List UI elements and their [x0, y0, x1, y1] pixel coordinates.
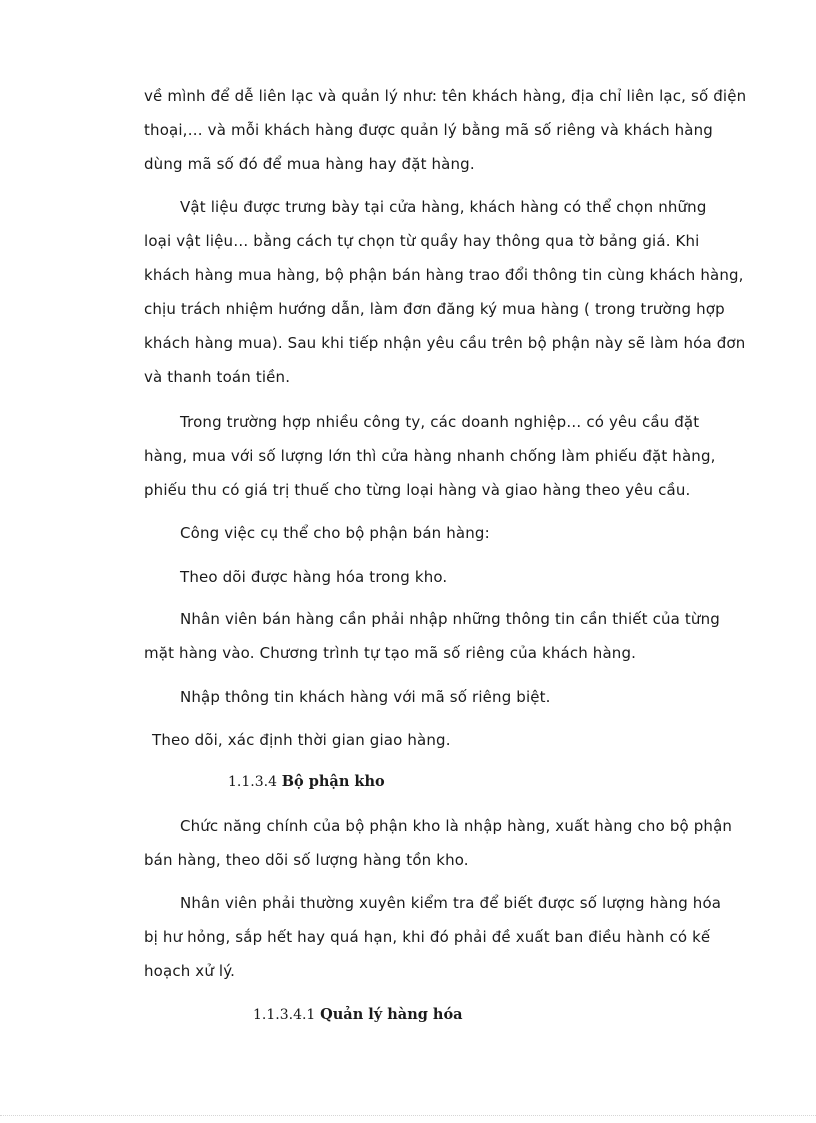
subsection-title: Quản lý hàng hóa [320, 1006, 463, 1023]
text-line: Nhập thông tin khách hàng với mã số riêng biệt. [180, 688, 551, 706]
text-line: chịu trách nhiệm hướng dẫn, làm đơn đăng ký mua hàng ( trong trường hợp [144, 300, 725, 318]
section-heading-warehouse [228, 771, 385, 792]
text-line: hoạch xử lý. [144, 962, 236, 980]
text-line: khách hàng mua hàng, bộ phận bán hàng trao đổi thông tin cùng khách hàng, [144, 266, 744, 284]
subsection-number: 1.1.3.4.1 [253, 1007, 316, 1023]
paragraph-sales-tasks [144, 516, 704, 550]
text-line: thoại,… và mỗi khách hàng được quản lý bằng mã số riêng và khách hàng [144, 121, 713, 139]
paragraph-track-stock [144, 560, 704, 594]
subsection-heading-goods-management [253, 1004, 463, 1025]
text-line: về mình để dễ liên lạc và quản lý như: tên khách hàng, địa chỉ liên lạc, số điện [144, 87, 747, 105]
text-line: bị hư hỏng, sắp hết hay quá hạn, khi đó phải đề xuất ban điều hành có kế [144, 928, 711, 946]
text-line: Vật liệu được trưng bày tại cửa hàng, khách hàng có thể chọn những [180, 198, 707, 216]
text-line: loại vật liệu… bằng cách tự chọn từ quầy hay thông qua tờ bảng giá. Khi [144, 232, 700, 250]
text-line: phiếu thu có giá trị thuế cho từng loại hàng và giao hàng theo yêu cầu. [144, 481, 691, 499]
text-line: mặt hàng vào. Chương trình tự tạo mã số riêng của khách hàng. [144, 644, 637, 662]
paragraph-warehouse-function [144, 809, 733, 877]
text-line: dùng mã số đó để mua hàng hay đặt hàng. [144, 155, 475, 173]
text-line: và thanh toán tiền. [144, 368, 291, 386]
paragraph-materials-display [144, 190, 746, 394]
text-line: khách hàng mua). Sau khi tiếp nhận yêu cầu trên bộ phận này sẽ làm hóa đơn [144, 334, 746, 352]
paragraph-bulk-orders [144, 405, 716, 507]
text-line: bán hàng, theo dõi số lượng hàng tồn kho. [144, 851, 469, 869]
page-bottom-border [0, 1115, 816, 1116]
text-line: Theo dõi được hàng hóa trong kho. [180, 568, 448, 586]
paragraph-customer-info [144, 79, 747, 181]
text-line: Nhân viên phải thường xuyên kiểm tra để biết được số lượng hàng hóa [180, 894, 722, 912]
paragraph-inspection [144, 886, 722, 988]
section-number: 1.1.3.4 [228, 774, 277, 790]
paragraph-enter-customer [144, 680, 704, 714]
paragraph-sales-staff [144, 602, 720, 670]
text-line: Trong trường hợp nhiều công ty, các doanh nghiệp… có yêu cầu đặt [180, 413, 700, 431]
paragraph-delivery-time [144, 723, 704, 757]
section-title: Bộ phận kho [281, 773, 385, 790]
text-line: Theo dõi, xác định thời gian giao hàng. [152, 731, 451, 749]
text-line: Công việc cụ thể cho bộ phận bán hàng: [180, 524, 490, 542]
text-line: Chức năng chính của bộ phận kho là nhập hàng, xuất hàng cho bộ phận [180, 817, 733, 835]
text-line: Nhân viên bán hàng cần phải nhập những thông tin cần thiết của từng [180, 610, 720, 628]
text-line: hàng, mua với số lượng lớn thì cửa hàng nhanh chống làm phiếu đặt hàng, [144, 447, 716, 465]
